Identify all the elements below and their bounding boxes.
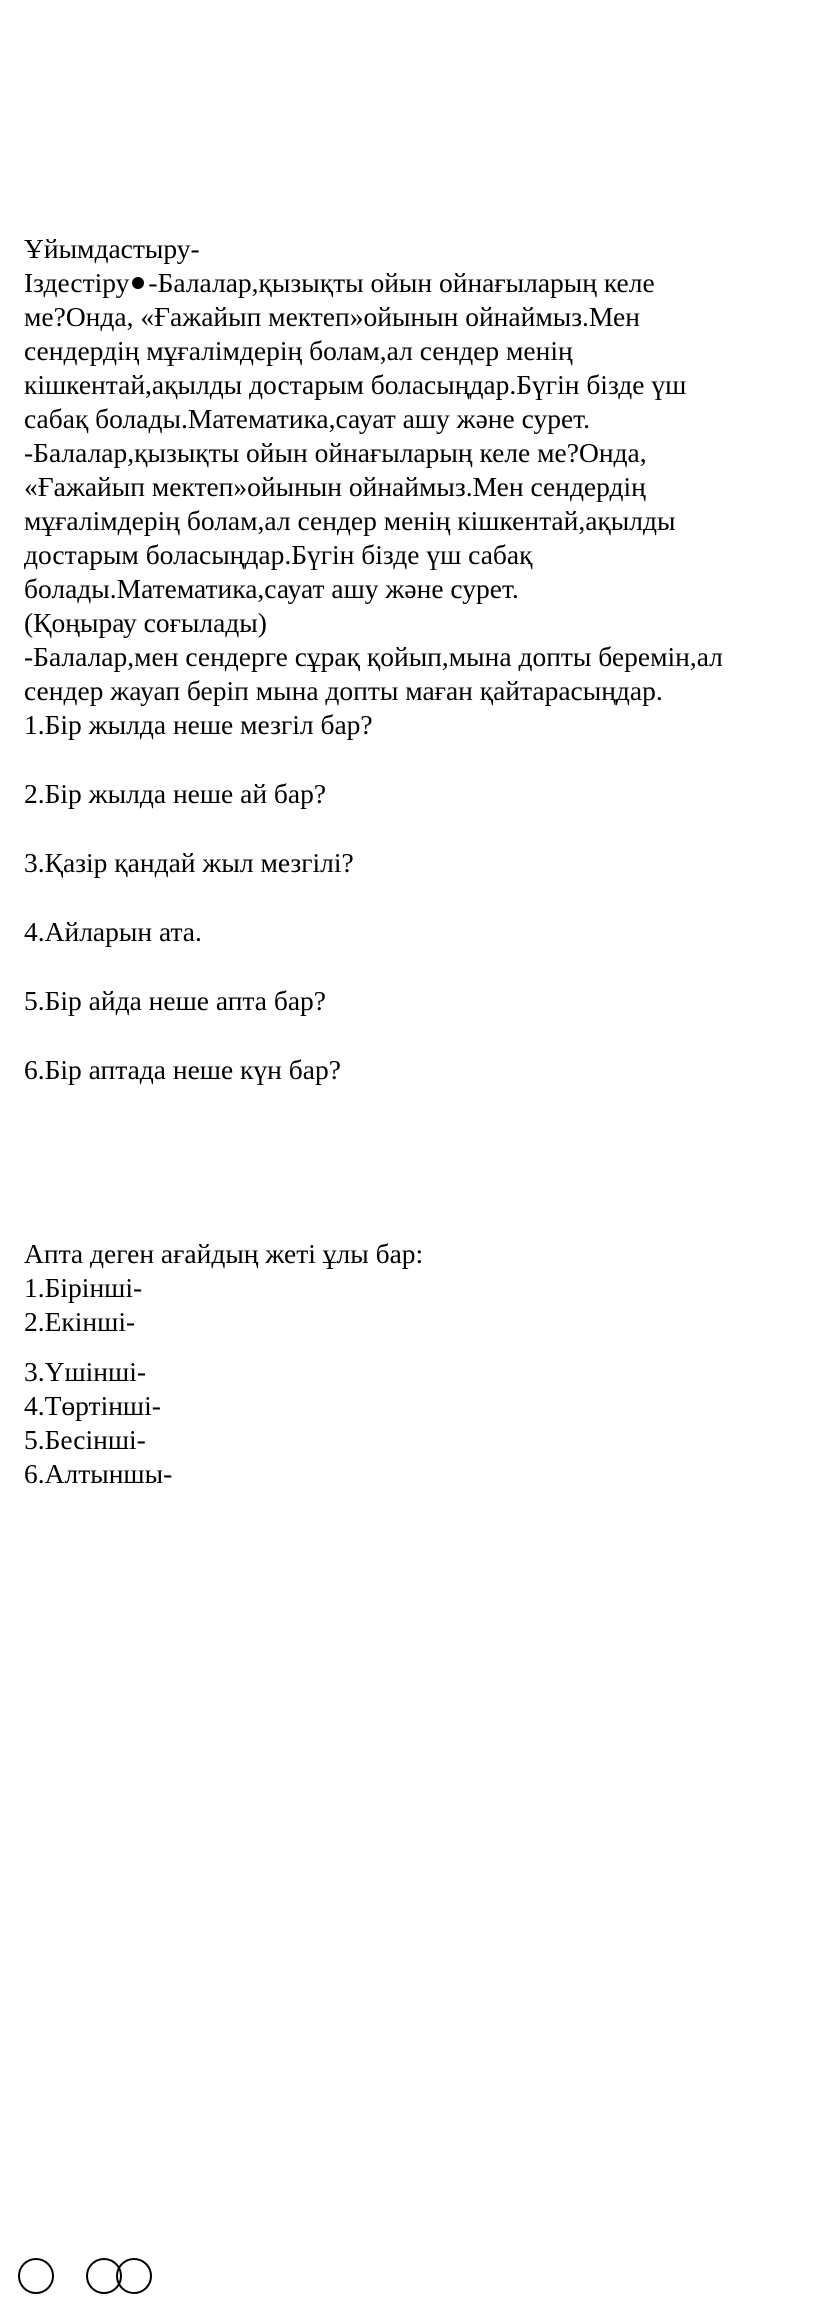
circle-shape-3 — [116, 2258, 152, 2294]
week-heading: Апта деген ағайдың жеті ұлы бар: — [24, 1238, 424, 1269]
repeat-line-3: мұғалімдерің болам,ал сендер менің кішкентай,ақылды — [24, 505, 676, 536]
repeat-line-2: «Ғажайып мектеп»ойынын ойнаймыз.Мен сендердің — [24, 471, 646, 502]
instruction-line-1: -Балалар,мен сендерге сұрақ қойып,мына допты беремін,ал — [24, 641, 723, 672]
question-4: 4.Айларын ата. — [24, 916, 202, 947]
section-heading: Ұйымдастыру- — [24, 233, 200, 264]
repeat-line-5: болады.Математика,сауат ашу және сурет. — [24, 573, 519, 604]
question-1: 1.Бір жылда неше мезгіл бар? — [24, 709, 373, 740]
repeat-line-1: -Балалар,қызықты ойын ойнағыларың келе ме?Онда, — [24, 437, 647, 468]
son-1: 1.Бірінші- — [24, 1272, 143, 1303]
circle-shape-1 — [18, 2258, 54, 2294]
intro-line-1 — [24, 266, 655, 299]
son-5: 5.Бесінші- — [24, 1424, 146, 1455]
intro-line-3: сендердің мұғалімдерің болам,ал сендер менің — [24, 335, 573, 366]
intro-line-5: сабақ болады.Математика,сауат ашу және сурет. — [24, 403, 590, 434]
intro-label: Іздестіру — [24, 267, 130, 298]
bell-note: (Қоңырау соғылады) — [24, 607, 267, 638]
question-3: 3.Қазір қандай жыл мезгілі? — [24, 847, 354, 878]
question-5: 5.Бір айда неше апта бар? — [24, 985, 327, 1016]
son-2: 2.Екінші- — [24, 1306, 136, 1337]
question-2: 2.Бір жылда неше ай бар? — [24, 778, 327, 809]
bullet-icon — [132, 277, 144, 289]
son-4: 4.Төртінші- — [24, 1390, 161, 1421]
intro-text-1: -Балалар,қызықты ойын ойнағыларың келе — [148, 267, 655, 298]
son-3: 3.Үшінші- — [24, 1356, 146, 1387]
instruction-line-2: сендер жауап беріп мына допты маған қайтарасыңдар. — [24, 675, 663, 706]
intro-line-4: кішкентай,ақылды достарым боласыңдар.Бүгін бізде үш — [24, 369, 687, 400]
intro-line-2: ме?Онда, «Ғажайып мектеп»ойынын ойнаймыз.Мен — [24, 301, 640, 332]
repeat-line-4: достарым боласыңдар.Бүгін бізде үш сабақ — [24, 539, 533, 570]
son-6: 6.Алтыншы- — [24, 1458, 173, 1489]
question-6: 6.Бір аптада неше күн бар? — [24, 1054, 341, 1085]
